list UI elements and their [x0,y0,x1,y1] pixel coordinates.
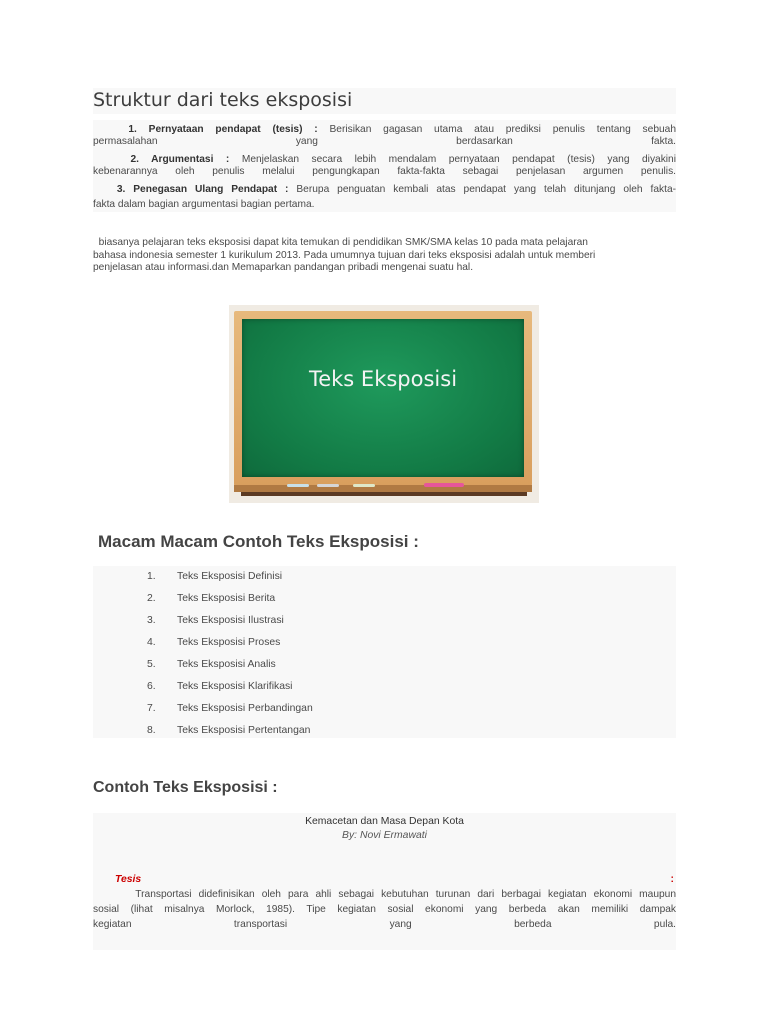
point-3-label: 3. Penegasan Ulang Pendapat : [116,184,289,195]
macam-list [93,566,676,738]
list-num: 7. [147,703,156,714]
point-3-line-2: fakta dalam bagian argumentasi bagian pertama. [93,199,315,210]
chalkboard-frame [234,311,532,486]
point-1-line-2: permasalahan yang berdasarkan fakta. [93,136,676,147]
list-item [93,720,676,742]
point-3-line-1 [93,184,676,196]
list-label: Teks Eksposisi Berita [177,593,276,604]
point-2-text-1: Menjelaskan secara lebih mendalam pernyataan pendapat (tesis) yang diyakini [241,154,676,165]
list-label: Teks Eksposisi Ilustrasi [177,615,284,626]
list-item [93,676,676,698]
list-num: 1. [147,571,156,582]
article-author: By: Novi Ermawati [342,830,427,841]
struktur-definitions [93,120,676,212]
point-1-text-1: Berisikan gagasan utama atau prediksi penulis tentang sebuah [329,124,676,135]
intro-paragraph [93,237,676,275]
list-label: Teks Eksposisi Proses [177,637,281,648]
list-label: Teks Eksposisi Analis [177,659,276,670]
list-label: Teks Eksposisi Definisi [177,571,283,582]
article-title: Kemacetan dan Masa Depan Kota [305,816,464,827]
point-2-line-1 [93,154,676,166]
list-num: 4. [147,637,156,648]
tesis-colon: : [670,874,674,885]
list-label: Teks Eksposisi Perbandingan [177,703,313,714]
point-2-label: 2. Argumentasi : [130,154,230,165]
chalk-piece-icon [317,484,339,487]
section-title-struktur: Struktur dari teks eksposisi [93,88,676,114]
intro-line-1-text: biasanya pelajaran teks eksposisi dapat kita temukan di pendidikan SMK/SMA kelas 10 pada mata pelajaran [98,237,588,248]
chalkboard-text: Teks Eksposisi [308,367,458,391]
article-line-1 [93,888,676,901]
eraser-icon [424,483,464,487]
list-num: 8. [147,725,156,736]
list-num: 5. [147,659,156,670]
point-1-label: 1. Pernyataan pendapat (tesis) : [128,124,318,135]
chalk-piece-icon [287,484,309,487]
contoh-example [93,813,676,950]
point-1-line-1 [93,124,676,136]
section-title-macam: Macam Macam Contoh Teks Eksposisi : [98,532,419,551]
list-item [93,588,676,610]
section-title-contoh: Contoh Teks Eksposisi : [93,779,278,796]
point-2-line-2: kebenarannya oleh penulis melalui pengungkapan fakta-fakta sebagai penjelasan argumen penulis. [93,166,676,177]
list-label: Teks Eksposisi Klarifikasi [177,681,293,692]
chalk-piece-icon [353,484,375,487]
list-num: 3. [147,615,156,626]
intro-line-3: penjelasan atau informasi.dan Memaparkan pandangan pribadi mengenai suatu hal. [93,262,474,273]
tesis-label: Tesis [115,874,142,885]
point-3-text-1: Berupa penguatan kembali atas pendapat yang telah ditunjang oleh fakta- [296,184,676,195]
intro-line-2: bahasa indonesia semester 1 kurikulum 2013. Pada umumnya tujuan dari teks eksposisi adalah untuk memberi [93,249,596,261]
list-item [93,632,676,654]
chalkboard-ledge [234,485,532,492]
intro-line-1 [93,237,676,250]
list-label: Teks Eksposisi Pertentangan [177,725,311,736]
article-line-3: kegiatan transportasi yang berbeda pula. [93,919,676,930]
list-item [93,654,676,676]
list-num: 6. [147,681,156,692]
list-item [93,566,676,588]
chalkboard-image [229,305,539,503]
list-item [93,698,676,720]
article-line-1-text: Transportasi didefinisikan oleh para ahli sebagai kebutuhan turunan dari berbagai kegiatan ekonomi maupun [135,889,676,900]
chalkboard-ledge-shadow [241,492,527,496]
chalkboard-surface [242,319,524,477]
list-num: 2. [147,593,156,604]
list-item [93,610,676,632]
article-line-2: sosial (lihat misalnya Morlock, 1985). Tipe kegiatan sosial ekonomi yang berbeda akan memiliki dampak [93,904,676,915]
